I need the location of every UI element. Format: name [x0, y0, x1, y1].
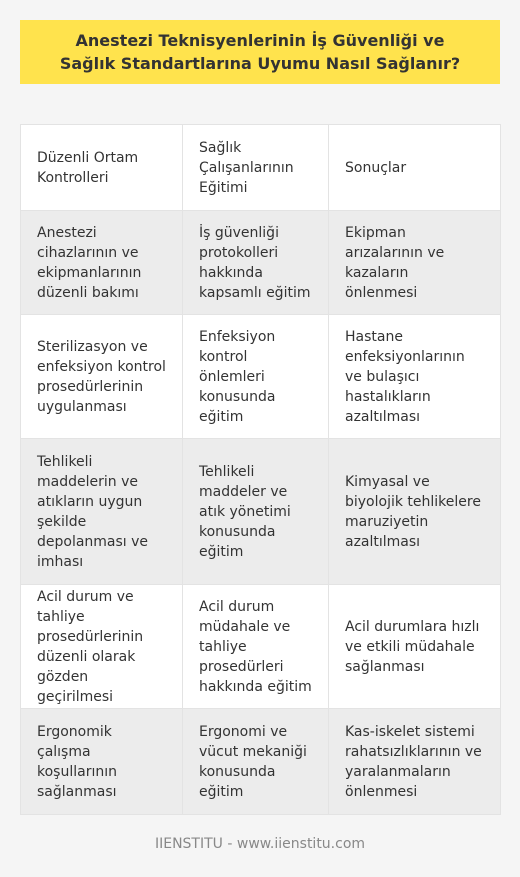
page-title: Anestezi Teknisyenlerinin İş Güvenliği ve Sağlık Standartlarına Uyumu Nasıl Sağlanır? — [59, 31, 461, 73]
table-row — [21, 709, 501, 815]
comparison-table — [20, 124, 501, 815]
table-row — [21, 211, 501, 315]
table-cell: Sterilizasyon ve enfeksiyon kontrol prosedürlerinin uygulanması — [21, 315, 183, 439]
title-banner — [20, 20, 500, 84]
table-cell: Acil durum ve tahliye prosedürlerinin düzenli olarak gözden geçirilmesi — [21, 585, 183, 709]
table-cell: Ergonomik çalışma koşullarının sağlanması — [21, 709, 183, 815]
table-row — [21, 315, 501, 439]
table-cell: Tehlikeli maddeler ve atık yönetimi konusunda eğitim — [183, 439, 329, 585]
header-cell: Düzenli Ortam Kontrolleri — [21, 125, 183, 211]
table-cell: Ekipman arızalarının ve kazaların önlenmesi — [329, 211, 501, 315]
table-cell: Enfeksiyon kontrol önlemleri konusunda eğitim — [183, 315, 329, 439]
table-cell: Hastane enfeksiyonlarının ve bulaşıcı hastalıkların azaltılması — [329, 315, 501, 439]
header-cell: Sonuçlar — [329, 125, 501, 211]
table-cell: Tehlikeli maddelerin ve atıkların uygun şekilde depolanması ve imhası — [21, 439, 183, 585]
table-cell: Kas-iskelet sistemi rahatsızlıklarının ve yaralanmaların önlenmesi — [329, 709, 501, 815]
table-cell: Anestezi cihazlarının ve ekipmanlarının düzenli bakımı — [21, 211, 183, 315]
table-cell: İş güvenliği protokolleri hakkında kapsamlı eğitim — [183, 211, 329, 315]
table-row — [21, 585, 501, 709]
table-row — [21, 439, 501, 585]
footer-credit: IIENSTITU - www.iienstitu.com — [154, 836, 366, 852]
table-header-row — [21, 125, 501, 211]
table-cell: Kimyasal ve biyolojik tehlikelere maruziyetin azaltılması — [329, 439, 501, 585]
table-cell: Ergonomi ve vücut mekaniği konusunda eğitim — [183, 709, 329, 815]
table-cell: Acil durumlara hızlı ve etkili müdahale sağlanması — [329, 585, 501, 709]
table-cell: Acil durum müdahale ve tahliye prosedürleri hakkında eğitim — [183, 585, 329, 709]
header-cell: Sağlık Çalışanlarının Eğitimi — [183, 125, 329, 211]
